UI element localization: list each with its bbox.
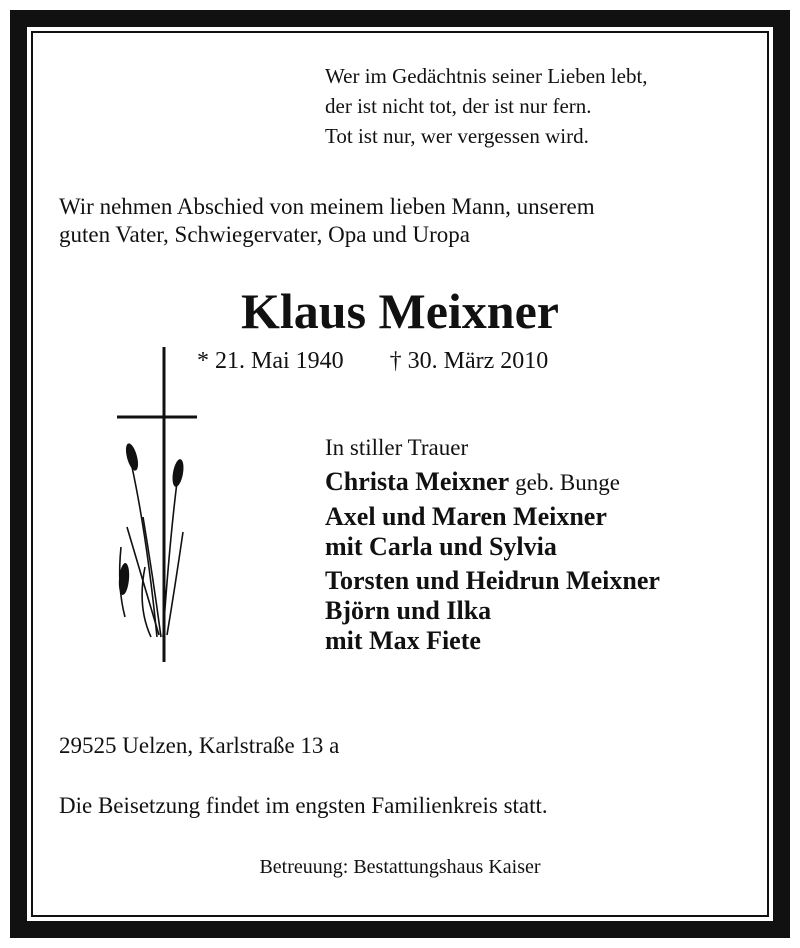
mourner-group-2 <box>325 566 660 656</box>
motto-line: Tot ist nur, wer vergessen wird. <box>325 124 589 148</box>
motto-line: der ist nicht tot, der ist nur fern. <box>325 94 592 118</box>
funeral-home: Betreuung: Bestattungshaus Kaiser <box>259 856 541 878</box>
mourner-line: Torsten und Heidrun Meixner <box>325 566 660 595</box>
death-date: † 30. März 2010 <box>389 348 549 374</box>
wife-name: Christa Meixner <box>325 467 509 496</box>
mourning-heading: In stiller Trauer <box>325 435 469 460</box>
obituary-card <box>27 27 773 921</box>
mourner-group-wife <box>325 467 660 498</box>
address: 29525 Uelzen, Karlstraße 13 a <box>59 733 340 758</box>
mourners-list <box>325 433 660 656</box>
mourner-line: Axel und Maren Meixner <box>325 502 607 531</box>
funeral-note: Die Beisetzung findet im engsten Familienkreis statt. <box>59 793 548 818</box>
mourner-line: mit Max Fiete <box>325 626 481 655</box>
intro-line: guten Vater, Schwiegervater, Opa und Uropa <box>59 222 470 247</box>
motto-line: Wer im Gedächtnis seiner Lieben lebt, <box>325 64 648 88</box>
motto-poem <box>325 61 648 151</box>
mourner-group-1 <box>325 502 660 562</box>
mourner-line: Björn und Ilka <box>325 596 492 625</box>
intro-line: Wir nehmen Abschied von meinem lieben Mann, unserem <box>59 194 595 219</box>
intro-text <box>59 193 743 249</box>
outer-black-frame <box>10 10 790 938</box>
wife-maiden-name: geb. Bunge <box>515 470 620 495</box>
life-dates <box>197 345 548 377</box>
cross-with-wheat-icon <box>87 317 197 667</box>
birth-date: * 21. Mai 1940 <box>197 348 344 374</box>
deceased-name: Klaus Meixner <box>240 283 560 339</box>
mourner-line: mit Carla und Sylvia <box>325 532 557 561</box>
